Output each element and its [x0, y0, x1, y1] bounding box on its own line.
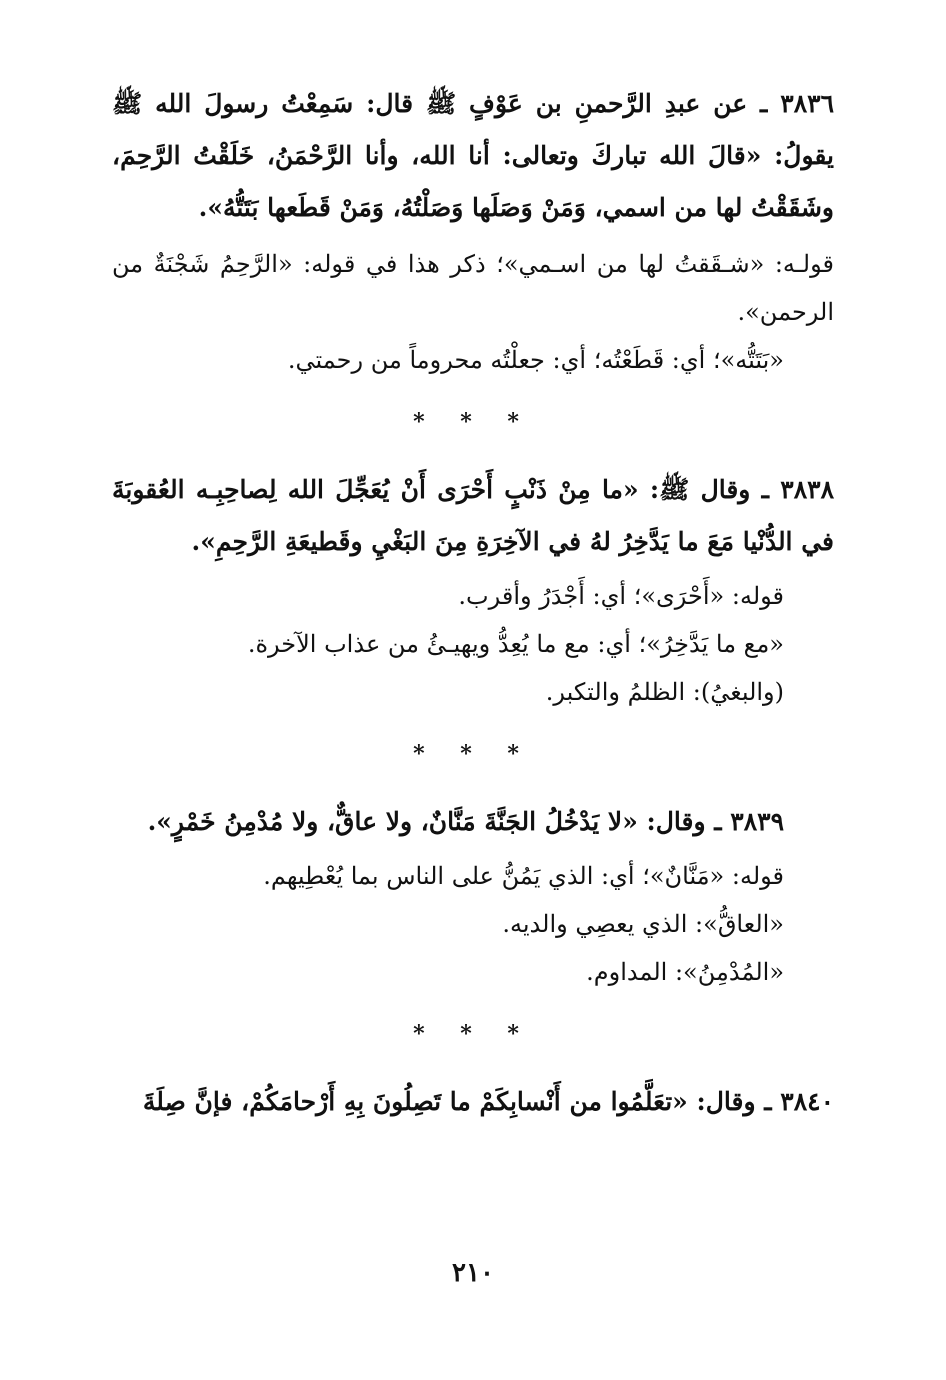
section-separator: * * * — [413, 409, 533, 435]
hadith-3839: ٣٨٣٩ ـ وقال: «لا يَدْخُلُ الجَنَّةَ مَنَّانٌ، ولا عاقٌّ، ولا مُدْمِنُ خَمْرٍ». — [147, 807, 784, 836]
section-separator: * * * — [413, 741, 533, 767]
gloss-3838-1: قوله: «أَحْرَى»؛ أي: أَجْدَرُ وأقرب. — [458, 582, 784, 610]
hadith-3838: ٣٨٣٨ ـ وقال ﷺ: «ما مِنْ ذَنْبٍ أَحْرَى أَنْ يُعَجِّلَ الله لِصاحِبِـه العُقوبَةَ في الدُّنْيا مَعَ ما يَدَّخِرُ لهُ في الآخِرَةِ مِنَ البَغْيِ وقَطيعَةِ الرَّحِمِ». — [112, 475, 834, 556]
section-separator: * * * — [413, 1021, 533, 1047]
hadith-3840: ٣٨٤٠ ـ وقال: «تعَلَّمُوا من أَنْسابِكَمْ ما تَصِلُونَ بِهِ أَرْحامَكُمْ، فإنَّ صِلَةَ — [142, 1087, 834, 1116]
gloss-3838-3: (والبغيُ): الظلمُ والتكبر. — [545, 678, 784, 706]
page-number: ٢١٠ — [452, 1258, 494, 1288]
gloss-3839-2: «العاقُّ»: الذي يعصِي والديه. — [502, 910, 784, 938]
hadith-3836: ٣٨٣٦ ـ عن عبدِ الرَّحمنِ بن عَوْفٍ ﷺ قال: سَمِعْتُ رسولَ الله ﷺ يقولُ: «قالَ الله تباركَ وتعالى: أنا الله، وأنا الرَّحْمَنُ، خَلَقْتُ الرَّحِمَ، وشَقَقْتُ لها من اسمي، وَمَنْ وَصَلَها وَصَلْتُهُ، وَمَنْ قَطَعها بَتَتُّهُ». — [112, 89, 834, 222]
gloss-3836-2: «بَتَتُّه»؛ أي: قَطَعْتُه؛ أي: جعلْتُه محروماً من رحمتي. — [287, 346, 784, 374]
gloss-3839-1: قوله: «مَنَّانٌ»؛ أي: الذي يَمُنُّ على الناس بما يُعْطِيهم. — [263, 862, 784, 890]
page-body — [112, 78, 834, 1128]
gloss-3836-1: قولـه: «شـقَقتُ لها من اسـمي»؛ ذكر هذا في قوله: «الرَّحِمُ شَجْنَةٌ من الرحمن». — [112, 250, 834, 326]
gloss-3839-3: «المُدْمِنُ»: المداوم. — [586, 958, 784, 986]
gloss-3838-2: «مع ما يَدَّخِرُ»؛ أي: مع ما يُعِدُّ ويهيـئُ من عذاب الآخرة. — [247, 630, 784, 658]
